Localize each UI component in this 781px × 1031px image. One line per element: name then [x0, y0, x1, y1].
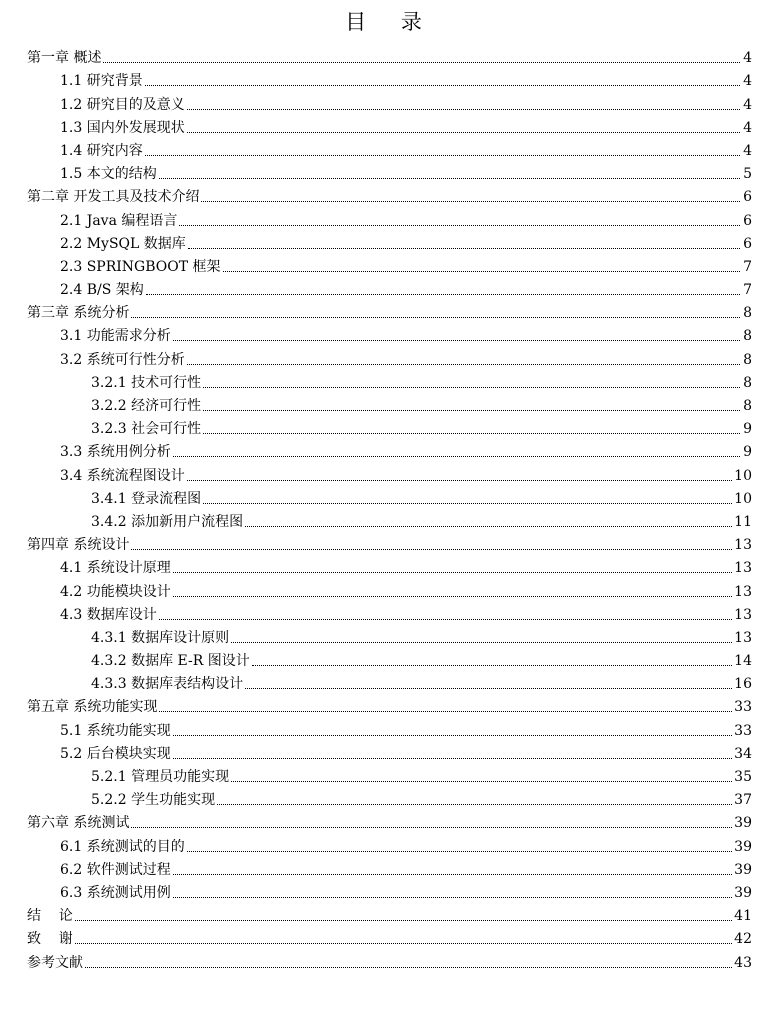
- toc-entry-label: 3.4.2 添加新用户流程图: [91, 513, 244, 530]
- toc-entry[interactable]: [27, 67, 752, 90]
- toc-entry-page-number: 7: [743, 258, 752, 275]
- toc-entry-label: 3.3 系统用例分析: [60, 444, 171, 461]
- toc-entry-label: 第一章 概述: [27, 50, 102, 67]
- toc-entry-label: 1.4 研究内容: [60, 142, 143, 159]
- toc-entry-label: 1.1 研究背景: [60, 73, 143, 90]
- toc-entry-label: 3.2.3 社会可行性: [91, 421, 202, 438]
- toc-entry-label: 第四章 系统设计: [27, 537, 130, 554]
- toc-entry[interactable]: [27, 461, 752, 484]
- dot-leader: [146, 294, 740, 295]
- toc-entry-label: 5.1 系统功能实现: [60, 722, 171, 739]
- dot-leader: [173, 735, 732, 736]
- toc-entry-page-number: 39: [734, 815, 752, 832]
- toc-entry-page-number: 35: [734, 769, 752, 785]
- toc-entry-page-number: 34: [734, 745, 752, 762]
- dot-leader: [75, 920, 732, 921]
- toc-entry[interactable]: [27, 577, 752, 600]
- dot-leader: [173, 596, 732, 597]
- toc-entry-label: 2.3 SPRINGBOOT 框架: [60, 258, 221, 275]
- toc-entry-label: 2.1 Java 编程语言: [60, 212, 178, 229]
- toc-entry[interactable]: [27, 508, 752, 531]
- dot-leader: [131, 827, 732, 828]
- toc-entry[interactable]: [27, 90, 752, 113]
- toc-entry[interactable]: [27, 322, 752, 345]
- toc-entry-page-number: 10: [734, 490, 752, 507]
- toc-entry[interactable]: [27, 879, 752, 902]
- toc-entry-label: 1.3 国内外发展现状: [60, 119, 185, 136]
- toc-entry[interactable]: [27, 369, 752, 392]
- page-title: 目 录: [345, 10, 436, 34]
- toc-entry-label: 3.4.1 登录流程图: [91, 490, 202, 507]
- toc-entry-page-number: 33: [734, 699, 752, 716]
- dot-leader: [173, 897, 732, 898]
- toc-entry-page-number: 4: [743, 73, 752, 90]
- dot-leader: [188, 248, 740, 249]
- toc-entry[interactable]: [27, 693, 752, 716]
- toc-entry-page-number: 13: [734, 606, 752, 623]
- dot-leader: [159, 178, 740, 179]
- dot-leader: [252, 665, 732, 666]
- toc-entry-label: 4.3 数据库设计: [60, 606, 157, 623]
- toc-entry-page-number: 6: [743, 235, 752, 252]
- toc-entry-page-number: 37: [734, 792, 752, 809]
- toc-entry-page-number: 9: [743, 444, 752, 461]
- dot-leader: [173, 456, 740, 457]
- toc-entry[interactable]: [27, 415, 752, 438]
- dot-leader: [203, 410, 740, 411]
- dot-leader: [217, 804, 732, 805]
- toc-entry-label: 5.2.1 管理员功能实现: [91, 769, 230, 785]
- dot-leader: [103, 62, 740, 63]
- table-of-contents: [27, 44, 752, 972]
- dot-leader: [187, 480, 732, 481]
- toc-entry-page-number: 39: [734, 884, 752, 901]
- toc-entry-label: 5.2.2 学生功能实现: [91, 792, 216, 809]
- toc-entry-page-number: 4: [743, 96, 752, 113]
- toc-entry[interactable]: [27, 276, 752, 299]
- toc-entry-page-number: 43: [734, 954, 752, 971]
- toc-entry[interactable]: [27, 856, 752, 879]
- dot-leader: [187, 132, 740, 133]
- toc-entry-page-number: 6: [743, 189, 752, 206]
- toc-entry-page-number: 14: [734, 653, 752, 670]
- toc-entry[interactable]: [27, 160, 752, 183]
- toc-entry[interactable]: [27, 206, 752, 229]
- toc-entry-label: 1.5 本文的结构: [60, 166, 157, 183]
- toc-entry-label: 4.3.2 数据库 E-R 图设计: [91, 653, 250, 670]
- toc-entry[interactable]: [27, 716, 752, 739]
- toc-entry-label: 6.1 系统测试的目的: [60, 838, 185, 855]
- toc-entry-label: 参考文献: [27, 954, 83, 971]
- toc-entry-page-number: 10: [734, 467, 752, 484]
- toc-entry-label: 结 论: [27, 908, 73, 925]
- toc-entry-label: 3.1 功能需求分析: [60, 328, 171, 345]
- toc-entry-page-number: 8: [743, 351, 752, 368]
- toc-entry-page-number: 6: [743, 212, 752, 229]
- toc-entry[interactable]: [27, 948, 752, 971]
- dot-leader: [173, 572, 732, 573]
- toc-entry[interactable]: [27, 137, 752, 160]
- dot-leader: [173, 874, 732, 875]
- toc-entry[interactable]: [27, 114, 752, 137]
- toc-entry-page-number: 4: [743, 50, 752, 67]
- toc-entry[interactable]: [27, 902, 752, 925]
- toc-entry-page-number: 16: [734, 676, 752, 693]
- toc-entry[interactable]: [27, 230, 752, 253]
- dot-leader: [159, 711, 732, 712]
- toc-entry[interactable]: [27, 253, 752, 276]
- toc-entry[interactable]: [27, 531, 752, 554]
- toc-entry[interactable]: [27, 925, 752, 948]
- toc-entry[interactable]: [27, 299, 752, 322]
- toc-entry-page-number: 33: [734, 722, 752, 739]
- toc-entry-page-number: 39: [734, 838, 752, 855]
- dot-leader: [85, 967, 732, 968]
- toc-entry-page-number: 5: [743, 166, 752, 183]
- toc-entry-page-number: 41: [734, 908, 752, 925]
- dot-leader: [203, 503, 732, 504]
- dot-leader: [201, 201, 740, 202]
- toc-entry-label: 3.2.2 经济可行性: [91, 398, 202, 414]
- toc-entry[interactable]: [27, 44, 752, 67]
- dot-leader: [75, 943, 732, 944]
- toc-entry[interactable]: [27, 624, 752, 647]
- toc-entry-label: 4.2 功能模块设计: [60, 583, 171, 600]
- toc-entry-page-number: 8: [743, 398, 752, 414]
- toc-entry-label: 6.2 软件测试过程: [60, 861, 171, 878]
- toc-entry-label: 致 谢: [27, 931, 73, 948]
- toc-entry-label: 3.2 系统可行性分析: [60, 351, 185, 368]
- dot-leader: [145, 155, 740, 156]
- toc-entry-page-number: 8: [743, 305, 752, 322]
- toc-entry-page-number: 13: [734, 629, 752, 646]
- toc-entry[interactable]: [27, 392, 752, 415]
- toc-entry[interactable]: [27, 670, 752, 693]
- dot-leader: [203, 433, 740, 434]
- toc-entry-page-number: 4: [743, 142, 752, 159]
- toc-entry-label: 2.4 B/S 架构: [60, 282, 144, 299]
- dot-leader: [131, 549, 732, 550]
- toc-entry-page-number: 8: [743, 374, 752, 391]
- toc-entry[interactable]: [27, 763, 752, 786]
- toc-entry-page-number: 8: [743, 328, 752, 345]
- toc-entry-page-number: 39: [734, 861, 752, 878]
- toc-entry[interactable]: [27, 438, 752, 461]
- toc-entry-label: 4.1 系统设计原理: [60, 560, 171, 577]
- dot-leader: [187, 364, 740, 365]
- toc-entry-label: 第六章 系统测试: [27, 815, 130, 832]
- toc-entry[interactable]: [27, 345, 752, 368]
- toc-entry[interactable]: [27, 601, 752, 624]
- toc-entry-label: 3.2.1 技术可行性: [91, 374, 202, 391]
- toc-entry-label: 第二章 开发工具及技术介绍: [27, 189, 200, 206]
- toc-entry-page-number: 9: [743, 421, 752, 438]
- toc-entry-label: 1.2 研究目的及意义: [60, 96, 185, 113]
- dot-leader: [131, 317, 740, 318]
- toc-entry-label: 6.3 系统测试用例: [60, 884, 171, 901]
- dot-leader: [187, 109, 740, 110]
- toc-entry[interactable]: [27, 647, 752, 670]
- dot-leader: [187, 851, 732, 852]
- dot-leader: [203, 387, 740, 388]
- toc-entry[interactable]: [27, 740, 752, 763]
- toc-entry[interactable]: [27, 554, 752, 577]
- toc-entry-label: 第五章 系统功能实现: [27, 699, 158, 716]
- toc-entry-page-number: 13: [734, 560, 752, 577]
- toc-entry-page-number: 13: [734, 583, 752, 600]
- toc-entry-label: 5.2 后台模块实现: [60, 745, 171, 762]
- dot-leader: [245, 526, 732, 527]
- dot-leader: [245, 688, 732, 689]
- toc-entry-label: 4.3.1 数据库设计原则: [91, 629, 230, 646]
- toc-entry[interactable]: [27, 183, 752, 206]
- dot-leader: [179, 225, 740, 226]
- toc-entry-page-number: 4: [743, 119, 752, 136]
- toc-entry-label: 4.3.3 数据库表结构设计: [91, 676, 244, 693]
- toc-entry-page-number: 7: [743, 282, 752, 299]
- toc-entry[interactable]: [27, 809, 752, 832]
- dot-leader: [231, 781, 732, 782]
- toc-entry[interactable]: [27, 485, 752, 508]
- dot-leader: [159, 619, 732, 620]
- toc-entry[interactable]: [27, 786, 752, 809]
- dot-leader: [173, 758, 732, 759]
- toc-entry-page-number: 11: [734, 513, 752, 530]
- toc-entry[interactable]: [27, 832, 752, 855]
- toc-entry-page-number: 42: [734, 931, 752, 948]
- dot-leader: [173, 340, 740, 341]
- toc-entry-label: 3.4 系统流程图设计: [60, 467, 185, 484]
- toc-entry-label: 2.2 MySQL 数据库: [60, 235, 186, 252]
- toc-entry-label: 第三章 系统分析: [27, 305, 130, 322]
- toc-entry-page-number: 13: [734, 537, 752, 554]
- dot-leader: [145, 85, 740, 86]
- dot-leader: [223, 271, 740, 272]
- dot-leader: [231, 642, 732, 643]
